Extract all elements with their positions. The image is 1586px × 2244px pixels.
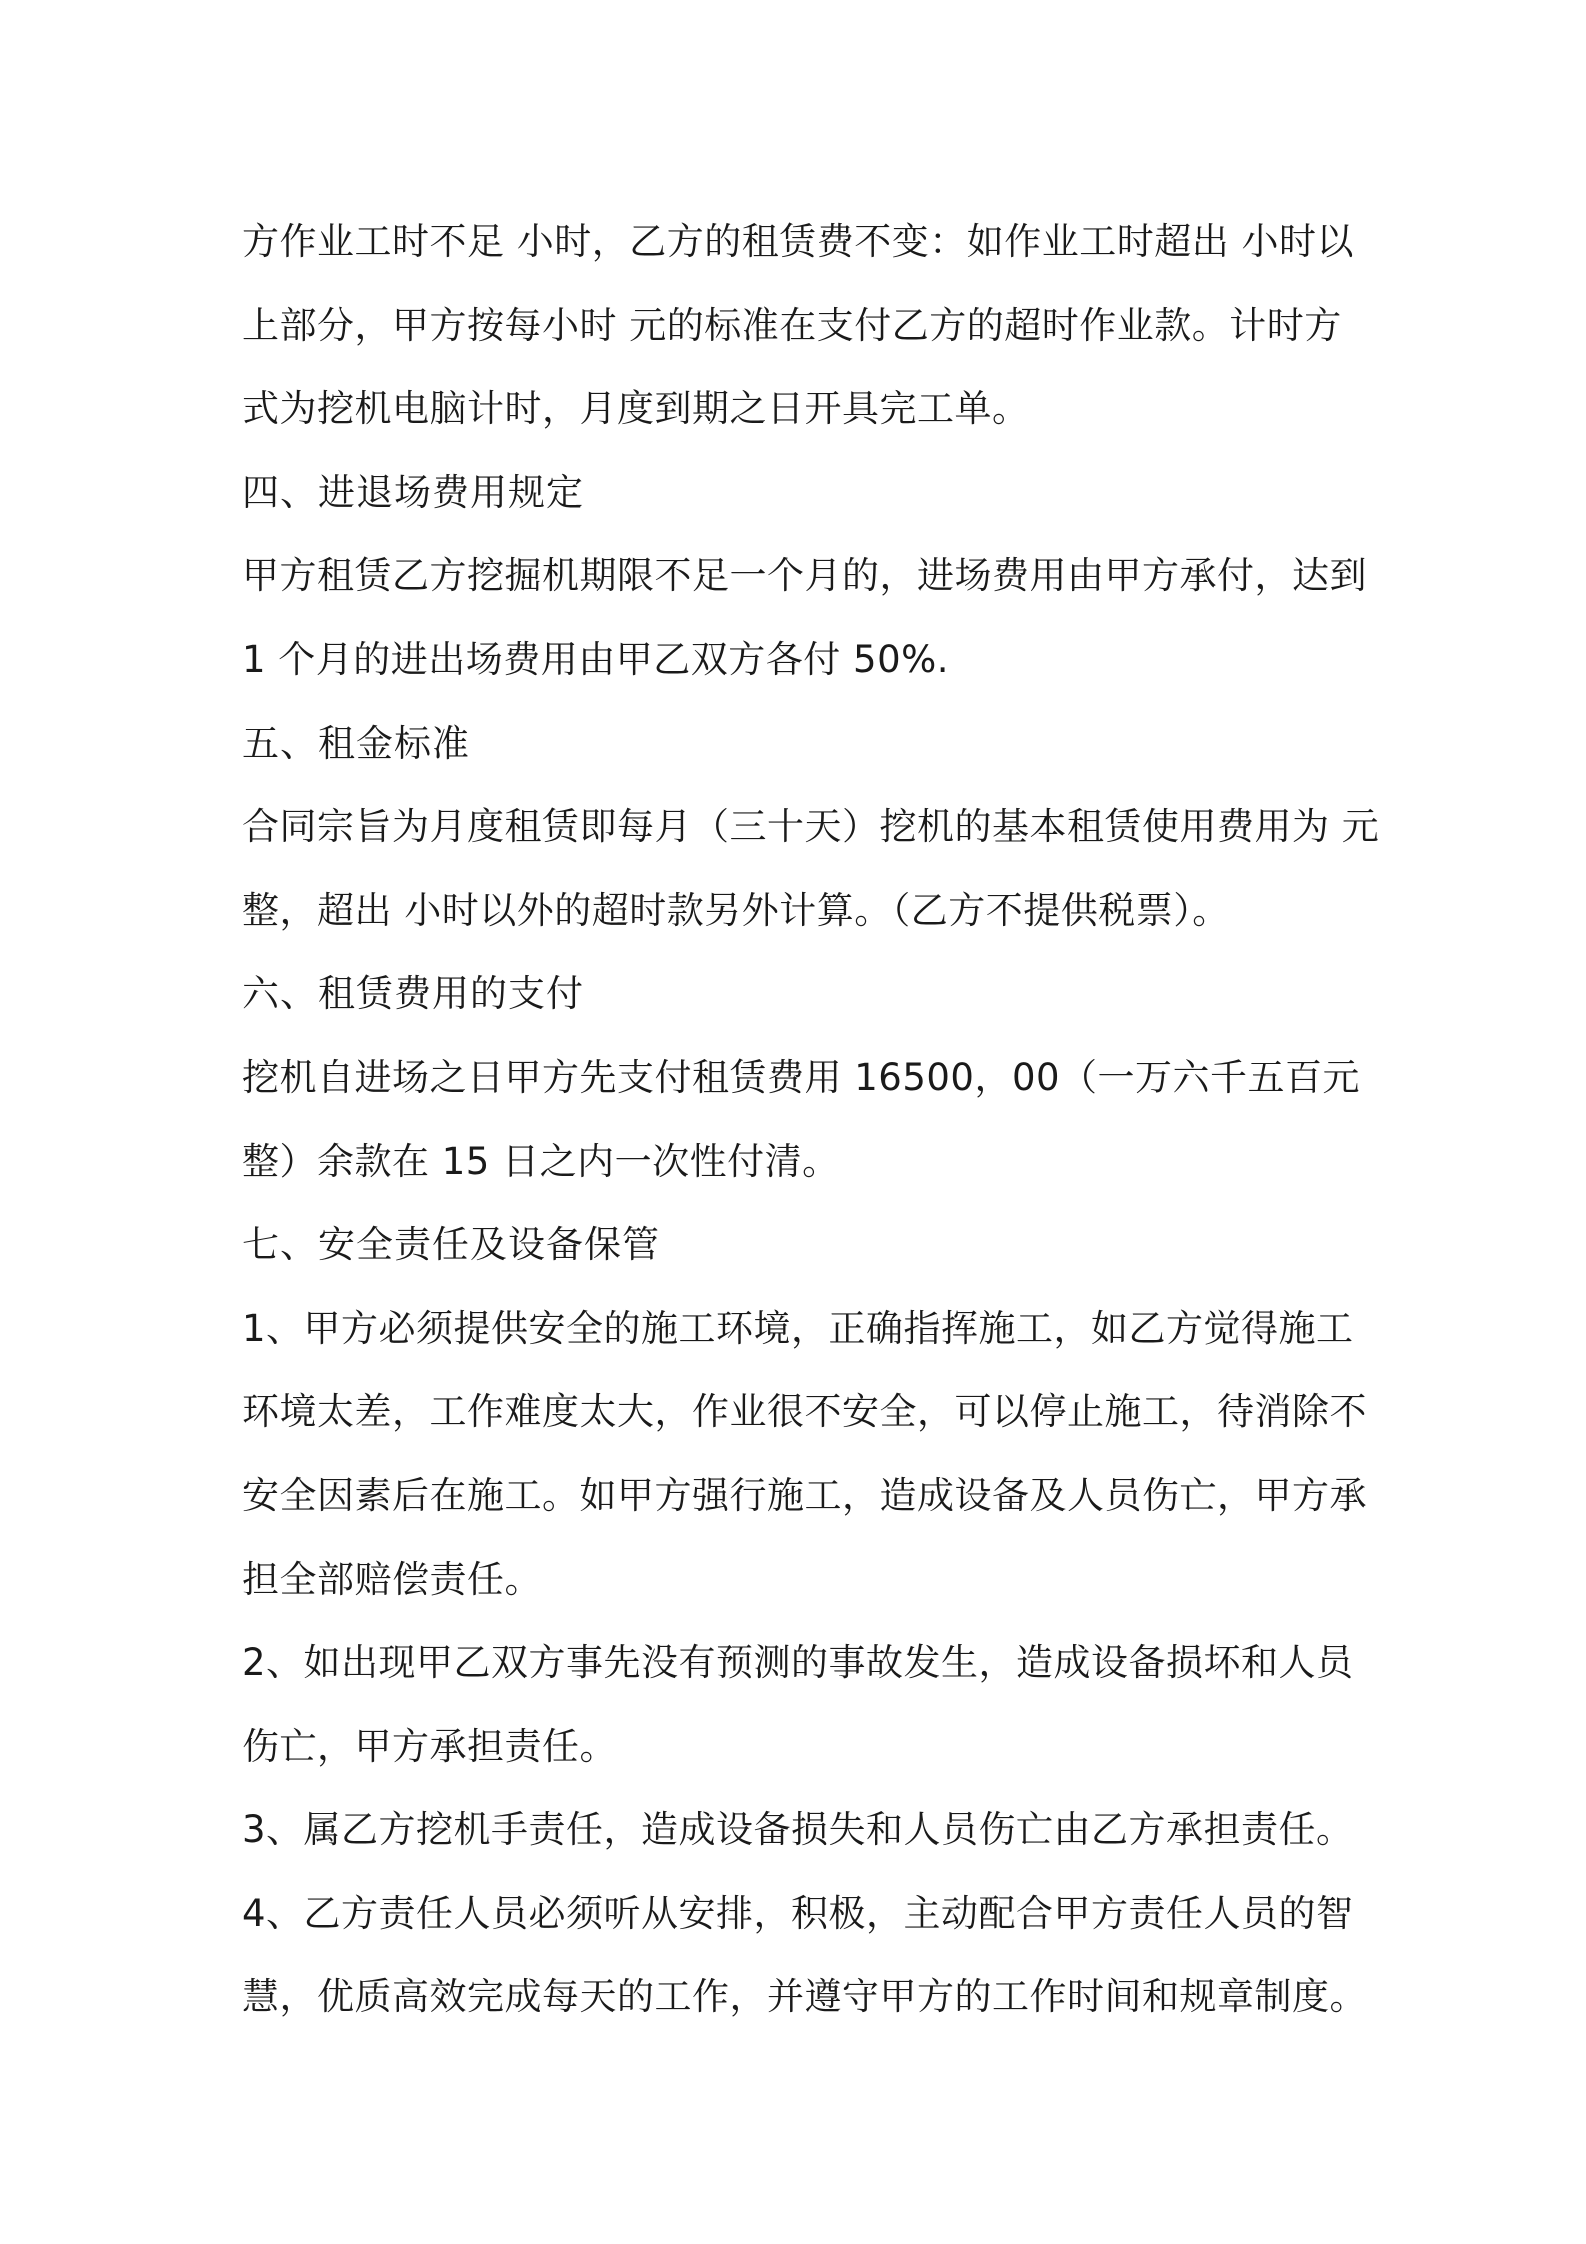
paragraph-line: 式为挖机电脑计时，月度到期之日开具完工单。 [242,387,1030,431]
paragraph-line: 3、属乙方挖机手责任，造成设备损失和人员伤亡由乙方承担责任。 [242,1808,1354,1852]
paragraph-line: 合同宗旨为月度租赁即每月（三十天）挖机的基本租赁使用费用为 元 [242,805,1380,849]
document-body [242,200,1380,2039]
paragraph-line: 挖机自进场之日甲方先支付租赁费用 16500，00（一万六千五百元 [242,1055,1361,1099]
paragraph-line: 1、甲方必须提供安全的施工环境，正确指挥施工，如乙方觉得施工 [242,1306,1354,1350]
section-heading-7: 七、安全责任及设备保管 [242,1223,660,1267]
paragraph-line: 整，超出 小时以外的超时款另外计算。（乙方不提供税票）。 [242,888,1230,932]
paragraph-line: 伤亡，甲方承担责任。 [242,1724,617,1768]
paragraph-line: 慧，优质高效完成每天的工作，并遵守甲方的工作时间和规章制度。 [242,1975,1367,2019]
paragraph-line: 2、如出现甲乙双方事先没有预测的事故发生，造成设备损坏和人员 [242,1641,1354,1685]
paragraph-line: 整）余款在 15 日之内一次性付清。 [242,1139,840,1183]
paragraph-line: 4、乙方责任人员必须听从安排，积极，主动配合甲方责任人员的智 [242,1891,1354,1935]
paragraph-line: 担全部赔偿责任。 [242,1557,542,1601]
section-heading-5: 五、租金标准 [242,721,470,765]
paragraph-line: 方作业工时不足 小时，乙方的租赁费不变：如作业工时超出 小时以 [242,220,1355,263]
section-heading-6: 六、租赁费用的支付 [242,972,584,1016]
paragraph-line: 安全因素后在施工。如甲方强行施工，造成设备及人员伤亡，甲方承 [242,1473,1367,1517]
section-heading-4: 四、进退场费用规定 [242,470,584,514]
paragraph-line: 甲方租赁乙方挖掘机期限不足一个月的，进场费用由甲方承付，达到 [242,554,1367,598]
paragraph-line: 上部分，甲方按每小时 元的标准在支付乙方的超时作业款。计时方 [242,303,1342,347]
paragraph-line: 1 个月的进出场费用由甲乙双方各付 50%. [242,637,950,681]
paragraph-line: 环境太差，工作难度太大，作业很不安全，可以停止施工，待消除不 [242,1390,1367,1434]
